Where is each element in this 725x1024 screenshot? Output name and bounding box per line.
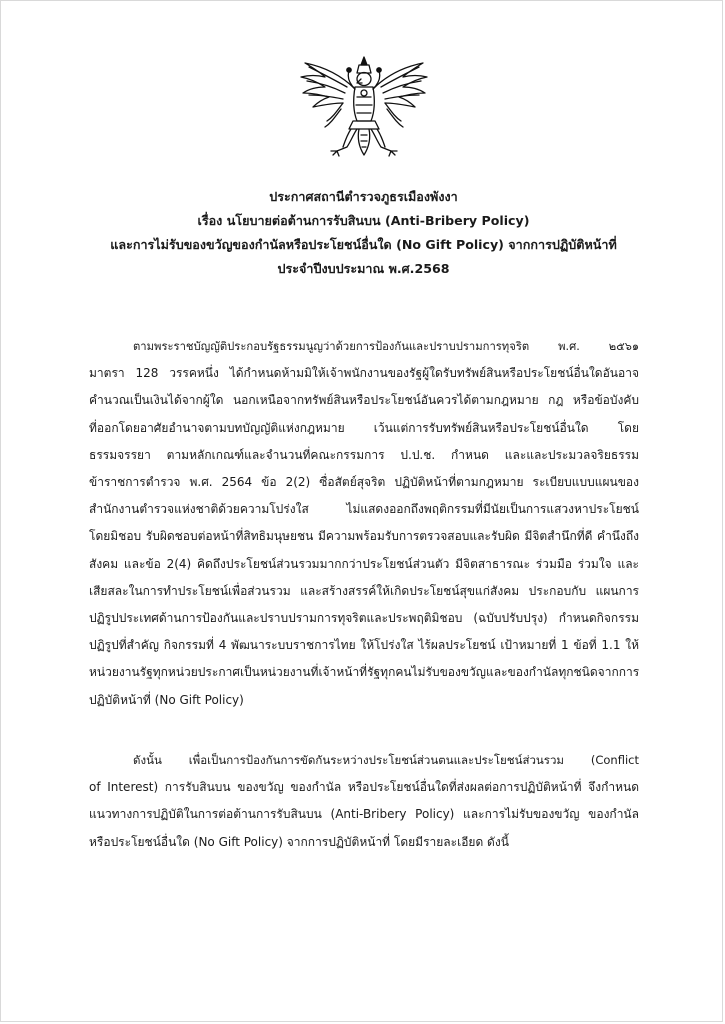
- paragraph-line: มาตรา 128 วรรคหนึ่ง ได้กำหนดห้ามมิให้เจ้าพนักงานของรัฐผู้ใดรับทรัพย์สินหรือประโยชน์อื่นใดอันอาจ: [89, 366, 639, 381]
- paragraph-line: สังคม และข้อ 2(4) คิดถึงประโยชน์ส่วนรวมมากกว่าประโยชน์ส่วนตัว มีจิตสาธารณะ ร่วมมือ ร่วมใจ และ: [89, 556, 639, 571]
- paragraph-line: ดังนั้น เพื่อเป็นการป้องกันการขัดกันระหว่างประโยชน์ส่วนตนและประโยชน์ส่วนรวม (Conflict: [133, 753, 639, 767]
- title-line-subject: เรื่อง นโยบายต่อต้านการรับสินบน (Anti-Bribery Policy): [197, 213, 530, 228]
- garuda-emblem: [297, 55, 431, 159]
- title-line-agency: ประกาศสถานีตำรวจภูธรเมืองพังงา: [269, 189, 458, 204]
- paragraph-line: โดยมิชอบ รับผิดชอบต่อหน้าที่สิทธิมนุษยชน มีความพร้อมรับการตรวจสอบและรับผิด มีจิตสำนึกที่ดี คำนึงถึง: [89, 529, 639, 544]
- paragraph-line: สำนักงานตำรวจแห่งชาติด้วยความโปร่งใส ไม่แสดงออกถึงพฤติกรรมที่มีนัยเป็นการแสวงหาประโยชน์: [89, 502, 639, 517]
- body-paragraph-1: [89, 333, 639, 714]
- paragraph-line: ปฏิรูปที่สำคัญ กิจกรรมที่ 4 พัฒนาระบบราชการไทย ให้โปร่งใส ไร้ผลประโยชน์ เป้าหมายที่ 1 ข้อที่ 1.1 ให้: [89, 638, 639, 653]
- paragraph-line: of Interest) การรับสินบน ของขวัญ ของกำนัล หรือประโยชน์อื่นใดที่ส่งผลต่อการปฏิบัติหน้าที่ จึงกำหนด: [89, 780, 639, 795]
- paragraph-line: ธรรมจรรยา ตามหลักเกณฑ์และจำนวนที่คณะกรรมการ ป.ป.ช. กำหนด และและประมวลจริยธรรม: [89, 447, 639, 462]
- paragraph-line: ปฏิบัติหน้าที่ (No Gift Policy): [89, 692, 244, 707]
- body-paragraph-2: [89, 747, 639, 856]
- paragraph-line: ข้าราชการตำรวจ พ.ศ. 2564 ข้อ 2(2) ซื่อสัตย์สุจริต ปฏิบัติหน้าที่ตามกฎหมาย ระเบียบแบบแผนของ: [89, 475, 639, 490]
- paragraph-line: เสียสละในการทำประโยชน์เพื่อส่วนรวม และสร้างสรรค์ให้เกิดประโยชน์สุขแก่สังคม ประกอบกับ แผนการ: [89, 583, 639, 598]
- announcement-title: [81, 185, 646, 281]
- paragraph-line: แนวทางการปฏิบัติในการต่อต้านการรับสินบน (Anti-Bribery Policy) และการไม่รับของขวัญ ของกำนัล: [89, 807, 639, 822]
- title-line-fiscal-year: ประจำปีงบประมาณ พ.ศ.2568: [277, 261, 450, 276]
- paragraph-line: หรือประโยชน์อื่นใด (No Gift Policy) จากการปฏิบัติหน้าที่ โดยมีรายละเอียด ดังนี้: [89, 834, 509, 849]
- paragraph-line: หน่วยงานรัฐทุกหน่วยประกาศเป็นหน่วยงานที่เจ้าหน้าที่รัฐทุกคนไม่รับของขวัญและของกำนัลทุกชนิดจากการ: [89, 665, 640, 680]
- paragraph-line: คำนวณเป็นเงินได้จากผู้ใด นอกเหนือจากทรัพย์สินหรือประโยชน์อันควรได้ตามกฎหมาย กฎ หรือข้อบังคับ: [89, 393, 639, 408]
- title-line-subject-cont: และการไม่รับของขวัญของกำนัลหรือประโยชน์อื่นใด (No Gift Policy) จากการปฏิบัติหน้าที่: [110, 237, 617, 252]
- paragraph-line: ปฏิรูปประเทศด้านการป้องกันและปราบปรามการทุจริตและประพฤติมิชอบ (ฉบับปรับปรุง) กำหนดกิจกรรม: [89, 611, 639, 626]
- paragraph-line: ตามพระราชบัญญัติประกอบรัฐธรรมนูญว่าด้วยการป้องกันและปราบปรามการทุจริต พ.ศ. ๒๕๖๑: [133, 340, 639, 353]
- paragraph-line: ที่ออกโดยอาศัยอำนาจตามบทบัญญัติแห่งกฎหมาย เว้นแต่การรับทรัพย์สินหรือประโยชน์อื่นใด โดย: [89, 420, 639, 435]
